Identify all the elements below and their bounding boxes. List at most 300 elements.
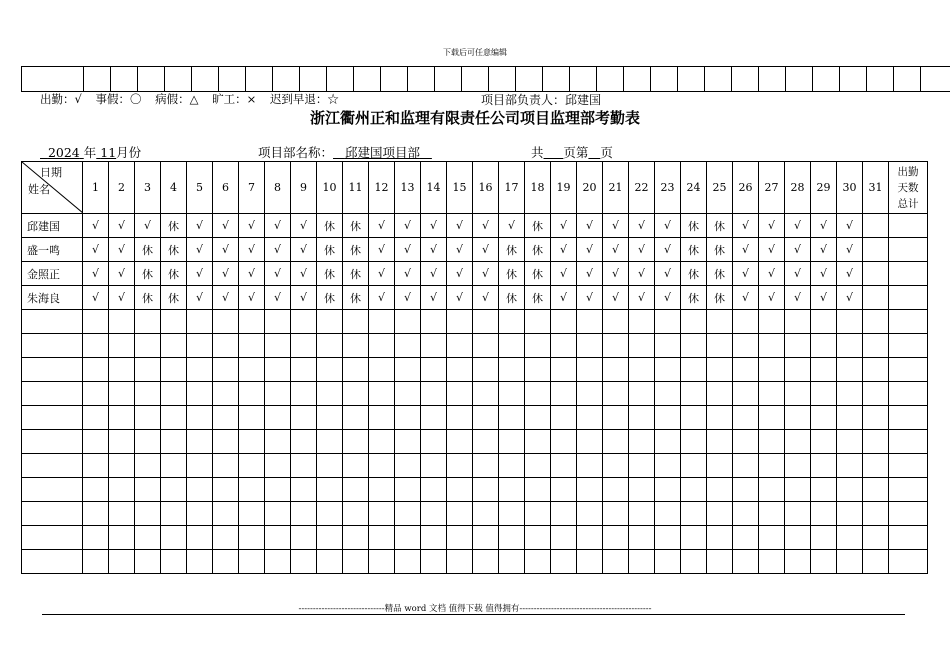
attendance-cell[interactable] — [135, 478, 161, 502]
attendance-cell[interactable] — [551, 454, 577, 478]
attendance-cell[interactable]: √ — [603, 238, 629, 262]
attendance-cell[interactable] — [213, 406, 239, 430]
attendance-cell[interactable] — [473, 382, 499, 406]
attendance-cell[interactable] — [265, 310, 291, 334]
attendance-cell[interactable]: 休 — [317, 238, 343, 262]
attendance-cell[interactable] — [837, 406, 863, 430]
attendance-cell[interactable] — [161, 454, 187, 478]
attendance-cell[interactable] — [837, 358, 863, 382]
employee-name[interactable] — [22, 526, 83, 550]
attendance-cell[interactable] — [161, 358, 187, 382]
attendance-cell[interactable] — [499, 478, 525, 502]
attendance-cell[interactable] — [525, 478, 551, 502]
attendance-cell[interactable] — [551, 358, 577, 382]
attendance-cell[interactable] — [135, 454, 161, 478]
attendance-cell[interactable]: √ — [811, 286, 837, 310]
attendance-cell[interactable] — [811, 334, 837, 358]
attendance-cell[interactable] — [733, 526, 759, 550]
attendance-cell[interactable] — [343, 382, 369, 406]
attendance-cell[interactable] — [577, 406, 603, 430]
attendance-cell[interactable]: √ — [785, 238, 811, 262]
attendance-cell[interactable] — [239, 502, 265, 526]
attendance-cell[interactable] — [785, 526, 811, 550]
attendance-cell[interactable] — [109, 478, 135, 502]
attendance-cell[interactable] — [213, 502, 239, 526]
attendance-cell[interactable] — [603, 334, 629, 358]
attendance-cell[interactable] — [109, 550, 135, 574]
attendance-cell[interactable]: √ — [187, 238, 213, 262]
attendance-cell[interactable] — [551, 478, 577, 502]
attendance-cell[interactable]: √ — [629, 214, 655, 238]
attendance-cell[interactable] — [343, 334, 369, 358]
attendance-cell[interactable] — [421, 358, 447, 382]
attendance-cell[interactable] — [447, 334, 473, 358]
total-cell[interactable] — [889, 478, 928, 502]
attendance-cell[interactable] — [421, 430, 447, 454]
attendance-cell[interactable] — [759, 406, 785, 430]
attendance-cell[interactable] — [837, 550, 863, 574]
attendance-cell[interactable] — [369, 406, 395, 430]
strip-cell[interactable] — [435, 67, 462, 92]
attendance-cell[interactable] — [447, 454, 473, 478]
attendance-cell[interactable] — [369, 430, 395, 454]
attendance-cell[interactable] — [629, 310, 655, 334]
strip-cell[interactable] — [300, 67, 327, 92]
attendance-cell[interactable]: √ — [447, 262, 473, 286]
attendance-cell[interactable] — [707, 430, 733, 454]
attendance-cell[interactable] — [811, 478, 837, 502]
attendance-cell[interactable] — [317, 454, 343, 478]
attendance-cell[interactable]: 休 — [161, 214, 187, 238]
total-cell[interactable] — [889, 550, 928, 574]
attendance-cell[interactable] — [525, 430, 551, 454]
attendance-cell[interactable]: 休 — [525, 262, 551, 286]
attendance-cell[interactable] — [213, 550, 239, 574]
attendance-cell[interactable] — [161, 334, 187, 358]
attendance-cell[interactable] — [785, 382, 811, 406]
strip-cell[interactable] — [489, 67, 516, 92]
attendance-cell[interactable] — [629, 406, 655, 430]
attendance-cell[interactable] — [863, 262, 889, 286]
attendance-cell[interactable] — [629, 358, 655, 382]
attendance-cell[interactable] — [499, 454, 525, 478]
attendance-cell[interactable] — [83, 478, 109, 502]
attendance-cell[interactable] — [83, 430, 109, 454]
attendance-cell[interactable]: √ — [785, 262, 811, 286]
attendance-cell[interactable] — [707, 358, 733, 382]
attendance-cell[interactable] — [239, 454, 265, 478]
attendance-cell[interactable] — [473, 406, 499, 430]
attendance-cell[interactable] — [785, 334, 811, 358]
attendance-cell[interactable] — [161, 406, 187, 430]
attendance-cell[interactable]: √ — [265, 214, 291, 238]
total-cell[interactable] — [889, 238, 928, 262]
attendance-cell[interactable] — [551, 382, 577, 406]
attendance-cell[interactable]: √ — [577, 286, 603, 310]
attendance-cell[interactable] — [733, 550, 759, 574]
total-cell[interactable] — [889, 334, 928, 358]
attendance-cell[interactable] — [239, 550, 265, 574]
strip-cell[interactable] — [516, 67, 543, 92]
attendance-cell[interactable] — [161, 478, 187, 502]
attendance-cell[interactable] — [291, 526, 317, 550]
attendance-cell[interactable] — [239, 406, 265, 430]
attendance-cell[interactable] — [863, 358, 889, 382]
attendance-cell[interactable] — [187, 550, 213, 574]
attendance-cell[interactable]: 休 — [135, 286, 161, 310]
attendance-cell[interactable] — [837, 454, 863, 478]
attendance-cell[interactable] — [421, 406, 447, 430]
attendance-cell[interactable] — [681, 502, 707, 526]
attendance-cell[interactable] — [317, 334, 343, 358]
attendance-cell[interactable] — [83, 550, 109, 574]
attendance-cell[interactable] — [369, 526, 395, 550]
attendance-cell[interactable] — [655, 430, 681, 454]
attendance-cell[interactable]: 休 — [343, 214, 369, 238]
attendance-cell[interactable] — [447, 502, 473, 526]
strip-cell[interactable] — [84, 67, 111, 92]
attendance-cell[interactable] — [655, 454, 681, 478]
attendance-cell[interactable] — [291, 502, 317, 526]
attendance-cell[interactable] — [681, 454, 707, 478]
attendance-cell[interactable] — [161, 430, 187, 454]
strip-cell[interactable] — [165, 67, 192, 92]
attendance-cell[interactable]: √ — [473, 214, 499, 238]
employee-name[interactable] — [22, 310, 83, 334]
attendance-cell[interactable]: √ — [629, 262, 655, 286]
attendance-cell[interactable] — [317, 382, 343, 406]
attendance-cell[interactable] — [525, 382, 551, 406]
attendance-cell[interactable]: √ — [239, 286, 265, 310]
attendance-cell[interactable]: √ — [733, 214, 759, 238]
attendance-cell[interactable] — [551, 406, 577, 430]
attendance-cell[interactable] — [187, 382, 213, 406]
strip-cell[interactable] — [246, 67, 273, 92]
attendance-cell[interactable]: 休 — [499, 286, 525, 310]
attendance-cell[interactable] — [317, 478, 343, 502]
attendance-cell[interactable] — [759, 526, 785, 550]
attendance-cell[interactable] — [369, 502, 395, 526]
attendance-cell[interactable] — [109, 430, 135, 454]
attendance-cell[interactable] — [681, 310, 707, 334]
attendance-cell[interactable] — [681, 334, 707, 358]
strip-cell[interactable] — [624, 67, 651, 92]
attendance-cell[interactable]: √ — [811, 238, 837, 262]
attendance-cell[interactable] — [707, 310, 733, 334]
attendance-cell[interactable] — [733, 454, 759, 478]
attendance-cell[interactable] — [421, 502, 447, 526]
attendance-cell[interactable] — [109, 454, 135, 478]
attendance-cell[interactable] — [369, 454, 395, 478]
attendance-cell[interactable] — [681, 406, 707, 430]
attendance-cell[interactable]: 休 — [135, 262, 161, 286]
attendance-cell[interactable] — [863, 382, 889, 406]
strip-cell[interactable] — [732, 67, 759, 92]
attendance-cell[interactable]: √ — [473, 286, 499, 310]
attendance-cell[interactable]: √ — [239, 262, 265, 286]
attendance-cell[interactable]: √ — [369, 262, 395, 286]
attendance-cell[interactable] — [291, 334, 317, 358]
attendance-cell[interactable]: √ — [421, 286, 447, 310]
total-cell[interactable] — [889, 382, 928, 406]
attendance-cell[interactable]: √ — [447, 238, 473, 262]
attendance-cell[interactable]: √ — [109, 238, 135, 262]
attendance-cell[interactable]: √ — [551, 238, 577, 262]
attendance-cell[interactable] — [83, 310, 109, 334]
attendance-cell[interactable]: √ — [785, 214, 811, 238]
attendance-cell[interactable] — [811, 382, 837, 406]
attendance-cell[interactable]: √ — [421, 262, 447, 286]
attendance-cell[interactable] — [551, 334, 577, 358]
attendance-cell[interactable] — [655, 406, 681, 430]
attendance-cell[interactable] — [577, 358, 603, 382]
attendance-cell[interactable]: √ — [187, 214, 213, 238]
attendance-cell[interactable] — [343, 358, 369, 382]
attendance-cell[interactable] — [681, 550, 707, 574]
attendance-cell[interactable] — [421, 334, 447, 358]
attendance-cell[interactable] — [317, 430, 343, 454]
attendance-cell[interactable] — [83, 382, 109, 406]
attendance-cell[interactable] — [707, 454, 733, 478]
attendance-cell[interactable] — [473, 430, 499, 454]
strip-cell[interactable] — [381, 67, 408, 92]
attendance-cell[interactable] — [525, 526, 551, 550]
attendance-cell[interactable]: 休 — [525, 238, 551, 262]
attendance-cell[interactable] — [161, 526, 187, 550]
attendance-cell[interactable] — [733, 358, 759, 382]
attendance-cell[interactable] — [577, 310, 603, 334]
attendance-cell[interactable] — [629, 454, 655, 478]
attendance-cell[interactable] — [317, 550, 343, 574]
attendance-cell[interactable] — [603, 382, 629, 406]
attendance-cell[interactable] — [83, 334, 109, 358]
attendance-cell[interactable] — [707, 478, 733, 502]
attendance-cell[interactable] — [759, 310, 785, 334]
attendance-cell[interactable] — [395, 310, 421, 334]
attendance-cell[interactable] — [785, 406, 811, 430]
attendance-cell[interactable] — [707, 382, 733, 406]
attendance-cell[interactable] — [629, 502, 655, 526]
attendance-cell[interactable]: √ — [395, 286, 421, 310]
attendance-cell[interactable] — [707, 406, 733, 430]
attendance-cell[interactable] — [733, 478, 759, 502]
attendance-cell[interactable]: √ — [265, 262, 291, 286]
attendance-cell[interactable]: √ — [447, 214, 473, 238]
attendance-cell[interactable] — [447, 382, 473, 406]
attendance-cell[interactable] — [863, 502, 889, 526]
attendance-cell[interactable]: √ — [577, 262, 603, 286]
attendance-cell[interactable]: √ — [395, 238, 421, 262]
attendance-cell[interactable] — [759, 550, 785, 574]
attendance-cell[interactable] — [733, 502, 759, 526]
attendance-cell[interactable]: √ — [733, 238, 759, 262]
attendance-cell[interactable]: √ — [109, 262, 135, 286]
attendance-cell[interactable] — [135, 406, 161, 430]
attendance-cell[interactable] — [811, 358, 837, 382]
attendance-cell[interactable]: √ — [759, 214, 785, 238]
attendance-cell[interactable] — [681, 358, 707, 382]
strip-cell[interactable] — [813, 67, 840, 92]
strip-cell[interactable] — [867, 67, 894, 92]
attendance-cell[interactable] — [161, 502, 187, 526]
attendance-cell[interactable] — [759, 430, 785, 454]
attendance-cell[interactable]: 休 — [707, 238, 733, 262]
attendance-cell[interactable]: √ — [785, 286, 811, 310]
attendance-cell[interactable] — [291, 478, 317, 502]
attendance-cell[interactable]: √ — [213, 238, 239, 262]
attendance-cell[interactable] — [785, 502, 811, 526]
attendance-cell[interactable] — [447, 550, 473, 574]
attendance-cell[interactable] — [785, 310, 811, 334]
strip-cell[interactable] — [22, 67, 84, 92]
attendance-cell[interactable] — [733, 334, 759, 358]
attendance-cell[interactable] — [213, 430, 239, 454]
strip-cell[interactable] — [273, 67, 300, 92]
attendance-cell[interactable] — [499, 430, 525, 454]
attendance-cell[interactable] — [187, 430, 213, 454]
attendance-cell[interactable] — [525, 310, 551, 334]
attendance-cell[interactable] — [83, 406, 109, 430]
attendance-cell[interactable]: 休 — [499, 262, 525, 286]
attendance-cell[interactable] — [863, 334, 889, 358]
attendance-cell[interactable] — [239, 310, 265, 334]
attendance-cell[interactable] — [837, 430, 863, 454]
attendance-cell[interactable] — [421, 310, 447, 334]
attendance-cell[interactable] — [135, 526, 161, 550]
attendance-cell[interactable] — [161, 550, 187, 574]
attendance-cell[interactable]: √ — [811, 214, 837, 238]
attendance-cell[interactable] — [265, 478, 291, 502]
attendance-cell[interactable] — [83, 358, 109, 382]
attendance-cell[interactable] — [551, 526, 577, 550]
attendance-cell[interactable]: √ — [577, 214, 603, 238]
attendance-cell[interactable] — [707, 550, 733, 574]
attendance-cell[interactable]: √ — [109, 286, 135, 310]
attendance-cell[interactable] — [187, 358, 213, 382]
attendance-cell[interactable] — [473, 526, 499, 550]
attendance-cell[interactable] — [733, 310, 759, 334]
attendance-cell[interactable] — [525, 334, 551, 358]
attendance-cell[interactable]: √ — [369, 238, 395, 262]
attendance-cell[interactable]: √ — [447, 286, 473, 310]
attendance-cell[interactable]: √ — [551, 286, 577, 310]
attendance-cell[interactable]: √ — [759, 238, 785, 262]
attendance-cell[interactable] — [655, 382, 681, 406]
attendance-cell[interactable]: √ — [239, 238, 265, 262]
strip-cell[interactable] — [705, 67, 732, 92]
attendance-cell[interactable] — [759, 454, 785, 478]
attendance-cell[interactable] — [707, 334, 733, 358]
total-cell[interactable] — [889, 286, 928, 310]
attendance-cell[interactable] — [863, 238, 889, 262]
attendance-cell[interactable] — [499, 310, 525, 334]
attendance-cell[interactable] — [577, 454, 603, 478]
attendance-cell[interactable] — [655, 478, 681, 502]
attendance-cell[interactable]: √ — [369, 214, 395, 238]
attendance-cell[interactable]: 休 — [161, 238, 187, 262]
attendance-cell[interactable] — [239, 478, 265, 502]
attendance-cell[interactable] — [317, 502, 343, 526]
total-cell[interactable] — [889, 526, 928, 550]
attendance-cell[interactable] — [603, 454, 629, 478]
attendance-cell[interactable] — [213, 478, 239, 502]
attendance-cell[interactable]: 休 — [343, 262, 369, 286]
attendance-cell[interactable]: 休 — [161, 286, 187, 310]
attendance-cell[interactable] — [473, 310, 499, 334]
attendance-cell[interactable] — [343, 310, 369, 334]
attendance-cell[interactable]: √ — [603, 286, 629, 310]
attendance-cell[interactable] — [421, 526, 447, 550]
attendance-cell[interactable]: √ — [655, 262, 681, 286]
attendance-cell[interactable]: √ — [837, 286, 863, 310]
attendance-cell[interactable] — [681, 382, 707, 406]
attendance-cell[interactable] — [811, 502, 837, 526]
attendance-cell[interactable]: √ — [655, 214, 681, 238]
attendance-cell[interactable] — [213, 454, 239, 478]
attendance-cell[interactable] — [655, 526, 681, 550]
attendance-cell[interactable]: √ — [837, 238, 863, 262]
attendance-cell[interactable] — [421, 478, 447, 502]
strip-cell[interactable] — [921, 67, 950, 92]
attendance-cell[interactable] — [265, 406, 291, 430]
attendance-cell[interactable] — [681, 478, 707, 502]
attendance-cell[interactable] — [213, 358, 239, 382]
attendance-cell[interactable] — [369, 550, 395, 574]
attendance-cell[interactable] — [863, 478, 889, 502]
attendance-cell[interactable] — [655, 358, 681, 382]
attendance-cell[interactable]: √ — [655, 238, 681, 262]
attendance-cell[interactable]: 休 — [525, 214, 551, 238]
attendance-cell[interactable]: 休 — [317, 286, 343, 310]
employee-name[interactable] — [22, 334, 83, 358]
attendance-cell[interactable] — [291, 550, 317, 574]
attendance-cell[interactable]: 休 — [135, 238, 161, 262]
attendance-cell[interactable] — [213, 526, 239, 550]
attendance-cell[interactable] — [811, 454, 837, 478]
attendance-cell[interactable] — [577, 382, 603, 406]
strip-cell[interactable] — [570, 67, 597, 92]
attendance-cell[interactable]: √ — [265, 286, 291, 310]
attendance-cell[interactable] — [837, 502, 863, 526]
attendance-cell[interactable] — [239, 382, 265, 406]
attendance-cell[interactable]: 休 — [707, 214, 733, 238]
attendance-cell[interactable] — [135, 334, 161, 358]
attendance-cell[interactable] — [577, 526, 603, 550]
attendance-cell[interactable] — [343, 454, 369, 478]
attendance-cell[interactable]: √ — [395, 214, 421, 238]
attendance-cell[interactable] — [135, 430, 161, 454]
attendance-cell[interactable] — [759, 358, 785, 382]
attendance-cell[interactable] — [317, 310, 343, 334]
strip-cell[interactable] — [597, 67, 624, 92]
attendance-cell[interactable] — [525, 454, 551, 478]
attendance-cell[interactable] — [447, 478, 473, 502]
strip-cell[interactable] — [894, 67, 921, 92]
attendance-cell[interactable] — [135, 358, 161, 382]
attendance-cell[interactable] — [499, 358, 525, 382]
attendance-cell[interactable] — [187, 478, 213, 502]
total-cell[interactable] — [889, 214, 928, 238]
attendance-cell[interactable]: √ — [811, 262, 837, 286]
attendance-cell[interactable]: 休 — [343, 286, 369, 310]
total-cell[interactable] — [889, 406, 928, 430]
attendance-cell[interactable] — [733, 406, 759, 430]
attendance-cell[interactable] — [317, 358, 343, 382]
attendance-cell[interactable] — [187, 310, 213, 334]
attendance-cell[interactable] — [109, 310, 135, 334]
attendance-cell[interactable]: √ — [239, 214, 265, 238]
attendance-cell[interactable] — [291, 310, 317, 334]
